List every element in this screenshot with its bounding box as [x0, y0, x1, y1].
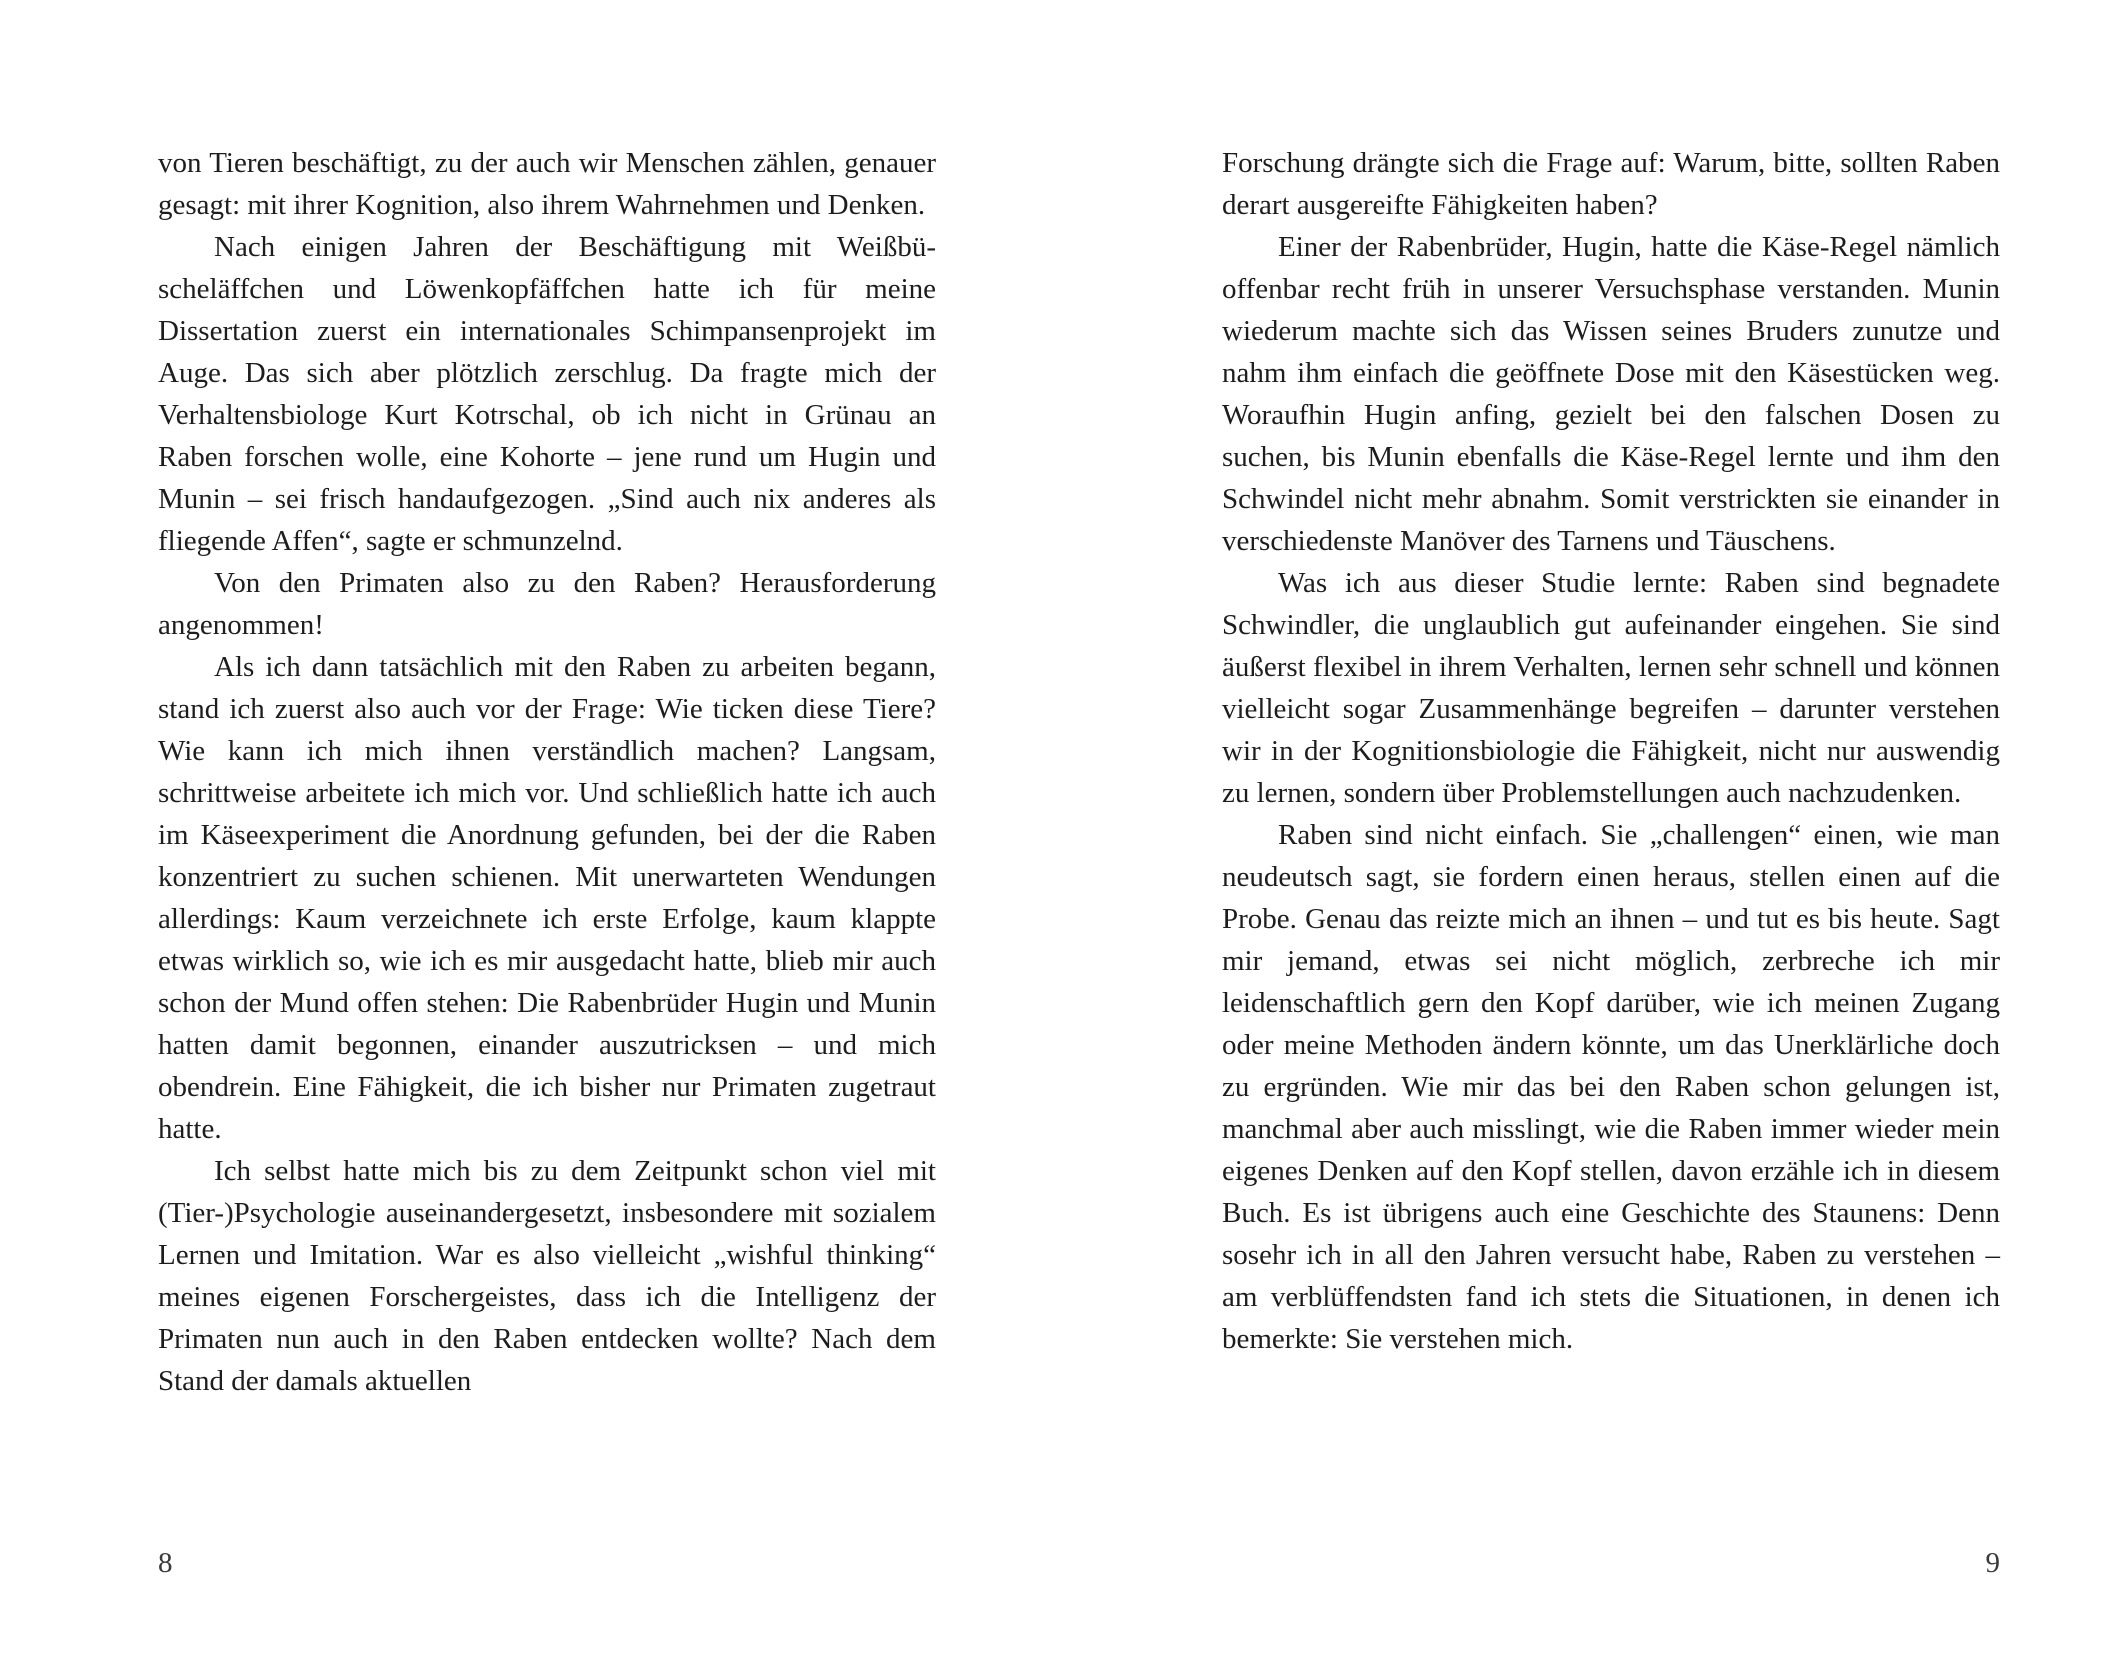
paragraph: Ich selbst hatte mich bis zu dem Zeitpunkt schon viel mit (Tier-)Psychologie auseinandergesetzt, insbesondere mit sozialem Lernen und Imitation. War es also vielleicht „wishful thinking“ meines eigenen Forschergeistes, dass ich die Intelligenz der Primaten nun auch in den Raben entdecken wollte? Nach dem Stand der damals aktuellen — [158, 1155, 936, 1397]
page-right-text-block — [1222, 142, 2000, 1360]
paragraph: Was ich aus dieser Studie lernte: Raben sind begnadete Schwindler, die unglaublich gut aufeinander eingehen. Sie sind äußerst flexibel in ihrem Verhalten, lernen sehr schnell und können vielleicht sogar Zusammenhänge begreifen – darunter verstehen wir in der Kognitionsbiologie die Fähigkeit, nicht nur auswendig zu lernen, sondern über Problemstellungen auch nachzudenken. — [1222, 567, 2000, 809]
paragraph: Nach einigen Jahren der Beschäftigung mit Weißbüscheläffchen und Löwenkopfäffchen hatte ich für meine Dissertation zuerst ein internationales Schimpansenprojekt im Auge. Das sich aber plötzlich zerschlug. Da fragte mich der Verhaltensbiologe Kurt Kotrschal, ob ich nicht in Grünau an Raben forschen wolle, eine Kohorte – jene rund um Hugin und Munin – sei frisch handaufgezogen. „Sind auch nix anderes als fliegende Affen“, sagte er schmunzelnd. — [158, 231, 936, 557]
page-left-text-block — [158, 142, 936, 1402]
paragraph: Von den Primaten also zu den Raben? Herausforderung angenommen! — [158, 567, 936, 641]
paragraph: von Tieren beschäftigt, zu der auch wir Menschen zählen, genauer gesagt: mit ihrer Kognition, also ihrem Wahrnehmen und Denken. — [158, 147, 936, 221]
page-number-left: 8 — [158, 1547, 173, 1579]
paragraph: Raben sind nicht einfach. Sie „challengen“ einen, wie man neudeutsch sagt, sie fordern einen heraus, stellen einen auf die Probe. Genau das reizte mich an ihnen – und tut es bis heute. Sagt mir jemand, etwas sei nicht möglich, zerbreche ich mir leidenschaftlich gern den Kopf darüber, wie ich meinen Zugang oder meine Methoden ändern könnte, um das Unerklärliche doch zu ergründen. Wie mir das bei den Raben schon gelungen ist, manchmal aber auch misslingt, wie die Raben immer wieder mein eigenes Denken auf den Kopf stellen, davon erzähle ich in diesem Buch. Es ist übrigens auch eine Geschichte des Staunens: Denn sosehr ich in all den Jahren versucht habe, Raben zu verstehen – am verblüffendsten fand ich stets die Situationen, in denen ich bemerkte: Sie verstehen mich. — [1222, 819, 2000, 1355]
paragraph: Forschung drängte sich die Frage auf: Warum, bitte, sollten Raben derart ausgereifte Fähigkeiten haben? — [1222, 147, 2000, 221]
paragraph: Einer der Rabenbrüder, Hugin, hatte die Käse-Regel nämlich offenbar recht früh in unserer Versuchsphase verstanden. Munin wiederum machte sich das Wissen seines Bruders zunutze und nahm ihm einfach die geöffnete Dose mit den Käsestücken weg. Woraufhin Hugin anfing, gezielt bei den falschen Dosen zu suchen, bis Munin ebenfalls die Käse-Regel lernte und ihm den Schwindel nicht mehr abnahm. Somit verstrickten sie einander in verschiedenste Manöver des Tarnens und Täuschens. — [1222, 231, 2000, 557]
paragraph: Als ich dann tatsächlich mit den Raben zu arbeiten begann, stand ich zuerst also auch vor der Frage: Wie ticken diese Tiere? Wie kann ich mich ihnen verständlich machen? Langsam, schrittweise arbeitete ich mich vor. Und schließlich hatte ich auch im Käseexperiment die Anordnung gefunden, bei der die Raben konzentriert zu suchen schienen. Mit unerwarteten Wendungen allerdings: Kaum verzeichnete ich erste Erfolge, kaum klappte etwas wirklich so, wie ich es mir ausgedacht hatte, blieb mir auch schon der Mund offen stehen: Die Rabenbrüder Hugin und Munin hatten damit begonnen, einander auszutricksen – und mich obendrein. Eine Fähigkeit, die ich bisher nur Primaten zugetraut hatte. — [158, 651, 936, 1145]
page-number-right: 9 — [1985, 1547, 2000, 1579]
page-right — [1222, 0, 2000, 1654]
page-left — [158, 0, 936, 1654]
